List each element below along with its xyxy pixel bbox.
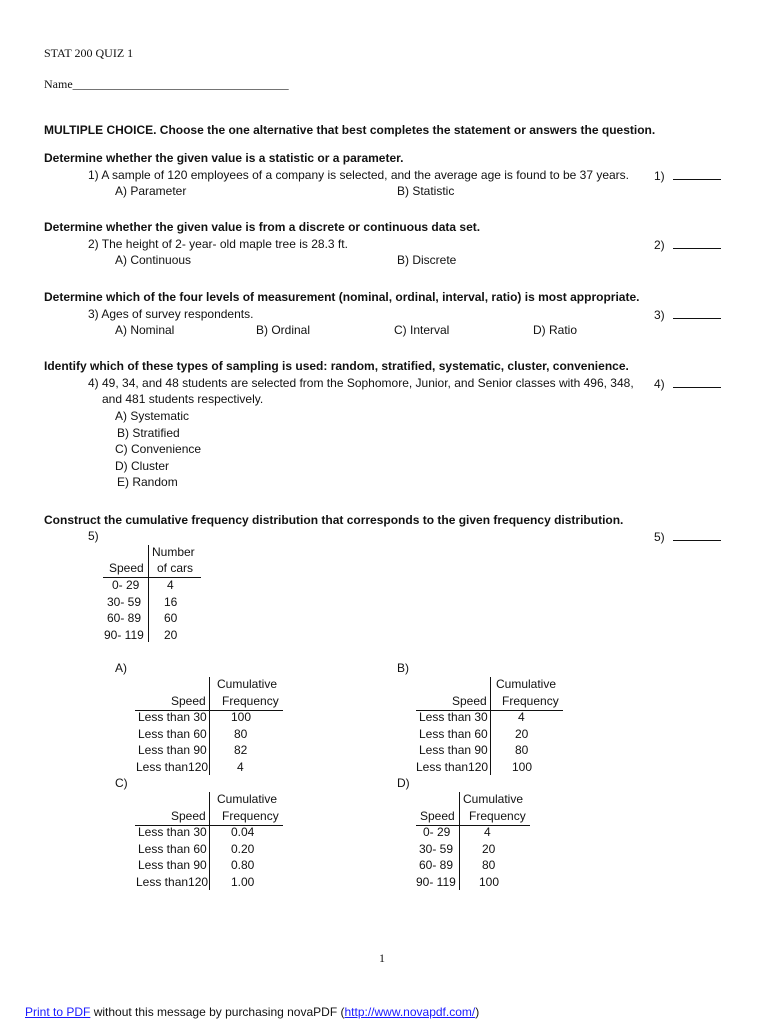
freq-row-speed: 90- 119 <box>104 628 144 642</box>
section-heading-3: Determine which of the four levels of measurement (nominal, ordinal, interval, ratio) is most appropriate. <box>44 290 640 304</box>
speed-header: Speed <box>171 809 206 823</box>
option-4b: B) Stratified <box>117 426 180 440</box>
table-cell: 90- 119 <box>416 875 456 889</box>
table-cell: 4 <box>518 710 525 724</box>
section-heading-4: Identify which of these types of sampling is used: random, stratified, systematic, cluster, convenience. <box>44 359 629 373</box>
table-cell: 1.00 <box>231 875 255 889</box>
question-1-text: 1) A sample of 120 employees of a company is selected, and the average age is found to be 37 years. <box>88 168 630 182</box>
novapdf-url-link[interactable]: http://www.novapdf.com/ <box>344 1005 476 1019</box>
name-field-label: Name____________________________________ <box>44 77 289 91</box>
quiz-title: STAT 200 QUIZ 1 <box>44 46 134 60</box>
question-4-line-2: and 481 students respectively. <box>102 392 264 406</box>
cumulative-header: Cumulative <box>463 792 524 806</box>
table-cell: 4 <box>237 760 244 774</box>
table-cell: 0.20 <box>231 842 255 856</box>
table-cell: Less than 90 <box>419 743 488 757</box>
answer-table-d-label: D) <box>397 776 410 790</box>
cumulative-header: Cumulative <box>217 792 278 806</box>
table-cell: Less than 90 <box>138 743 207 757</box>
speed-header: Speed <box>171 694 206 708</box>
question-2-text: 2) The height of 2- year- old maple tree is 28.3 ft. <box>88 237 348 251</box>
table-cell: Less than 30 <box>138 825 207 839</box>
table-cell: 80 <box>482 858 496 872</box>
table-cell: Less than 60 <box>419 727 488 741</box>
table-cell: Less than 60 <box>138 727 207 741</box>
table-cell: 60- 89 <box>419 858 454 872</box>
freq-row-speed: 60- 89 <box>107 611 142 625</box>
table-cell: Less than 90 <box>138 858 207 872</box>
option-4a: A) Systematic <box>115 409 190 423</box>
table-cell: 0- 29 <box>423 825 451 839</box>
option-4d: D) Cluster <box>115 459 170 473</box>
option-4e: E) Random <box>117 475 178 489</box>
table-cell: 80 <box>234 727 248 741</box>
table-cell: 30- 59 <box>419 842 454 856</box>
freq-header-number: Number <box>152 545 195 559</box>
footer-middle-text: without this message by purchasing novaPDF ( <box>90 1005 345 1019</box>
footer-notice <box>25 1005 479 1019</box>
frequency-header: Frequency <box>469 809 526 823</box>
table-cell: Less than 60 <box>138 842 207 856</box>
option-2a: A) Continuous <box>115 253 192 267</box>
option-2b: B) Discrete <box>397 253 457 267</box>
table-cell: 20 <box>515 727 529 741</box>
freq-row-count: 20 <box>164 628 178 642</box>
option-3d: D) Ratio <box>533 323 578 337</box>
answer-table-c-label: C) <box>115 776 128 790</box>
table-cell: 100 <box>512 760 533 774</box>
table-cell: 20 <box>482 842 496 856</box>
print-to-pdf-link[interactable]: Print to PDF <box>25 1005 91 1019</box>
option-4c: C) Convenience <box>115 442 202 456</box>
answer-blank-3: 3) <box>654 307 721 322</box>
freq-header-of-cars: of cars <box>157 561 194 575</box>
footer-end-text: ) <box>475 1005 480 1019</box>
question-4-line-1: 4) 49, 34, and 48 students are selected from the Sophomore, Junior, and Senior classes with 496, 348, <box>88 376 634 390</box>
frequency-header: Frequency <box>222 694 279 708</box>
table-cell: 82 <box>234 743 248 757</box>
table-cell: 0.80 <box>231 858 255 872</box>
table-cell: Less than 30 <box>419 710 488 724</box>
option-1a: A) Parameter <box>115 184 187 198</box>
freq-row-count: 60 <box>164 611 178 625</box>
cumulative-header: Cumulative <box>217 677 278 691</box>
table-cell: 80 <box>515 743 529 757</box>
section-heading-2: Determine whether the given value is from a discrete or continuous data set. <box>44 220 481 234</box>
question-3-text: 3) Ages of survey respondents. <box>88 307 254 321</box>
answer-table-a-label: A) <box>115 661 127 675</box>
table-cell: 0.04 <box>231 825 255 839</box>
table-cell: Less than120 <box>136 875 209 889</box>
answer-table-b-label: B) <box>397 661 409 675</box>
answer-blank-2: 2) <box>654 237 721 252</box>
freq-row-speed: 30- 59 <box>107 595 142 609</box>
question-5-label: 5) <box>88 529 99 543</box>
frequency-header: Frequency <box>222 809 279 823</box>
speed-header: Speed <box>420 809 455 823</box>
answer-blank-4: 4) <box>654 376 721 391</box>
table-cell: Less than120 <box>416 760 489 774</box>
speed-header: Speed <box>452 694 487 708</box>
option-3b: B) Ordinal <box>256 323 311 337</box>
freq-row-count: 4 <box>167 578 174 592</box>
section-heading-1: Determine whether the given value is a statistic or a parameter. <box>44 151 404 165</box>
instructions: MULTIPLE CHOICE. Choose the one alternative that best completes the statement or answers the question. <box>44 123 656 137</box>
page-number: 1 <box>379 951 385 965</box>
freq-row-speed: 0- 29 <box>112 578 140 592</box>
table-cell: Less than120 <box>136 760 209 774</box>
frequency-header: Frequency <box>502 694 559 708</box>
answer-blank-1: 1) <box>654 168 721 183</box>
freq-row-count: 16 <box>164 595 178 609</box>
option-3c: C) Interval <box>394 323 450 337</box>
option-1b: B) Statistic <box>397 184 455 198</box>
cumulative-header: Cumulative <box>496 677 557 691</box>
table-cell: 100 <box>231 710 252 724</box>
table-cell: 100 <box>479 875 500 889</box>
table-cell: 4 <box>484 825 491 839</box>
freq-header-speed: Speed <box>109 561 144 575</box>
section-heading-5: Construct the cumulative frequency distribution that corresponds to the given frequency distribution. <box>44 513 624 527</box>
table-cell: Less than 30 <box>138 710 207 724</box>
answer-blank-5: 5) <box>654 529 721 544</box>
option-3a: A) Nominal <box>115 323 175 337</box>
